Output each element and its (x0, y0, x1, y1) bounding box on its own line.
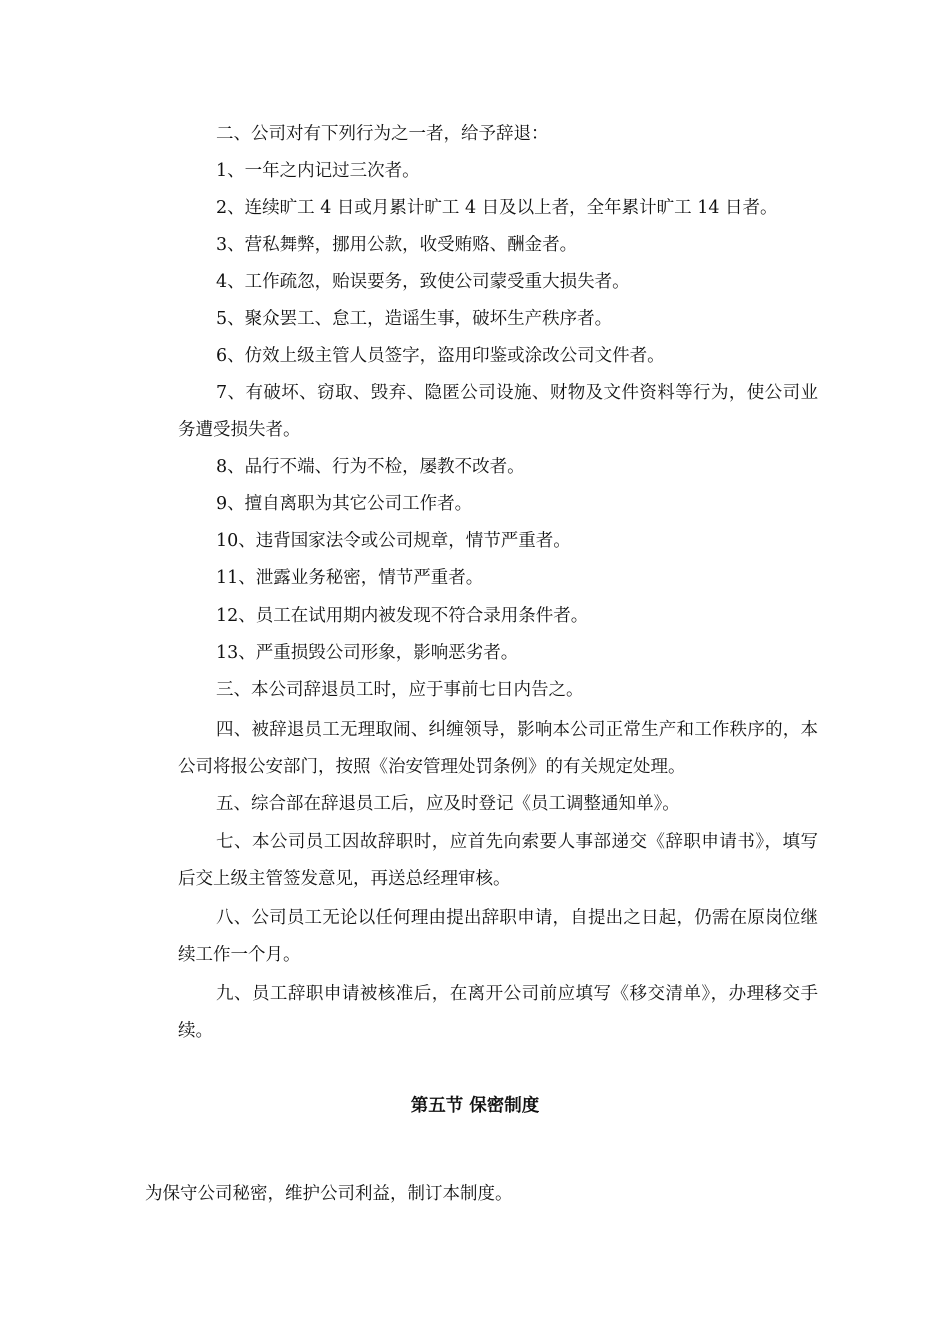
list-item-6: 6、仿效上级主管人员签字，盗用印鉴或涂改公司文件者。 (216, 346, 665, 366)
list-item-10: 10、违背国家法令或公司规章，情节严重者。 (216, 531, 571, 551)
list-item-1: 1、一年之内记过三次者。 (216, 161, 420, 181)
list-item-9: 9、擅自离职为其它公司工作者。 (216, 494, 473, 514)
paragraph-handover: 九、员工辞职申请被核准后，在离开公司前应填写《移交清单》，办理移交手续。 (178, 984, 818, 1041)
list-item-13: 13、严重损毁公司形象，影响恶劣者。 (216, 643, 519, 663)
list-item-7: 7、有破坏、窃取、毁弃、隐匿公司设施、财物及文件资料等行为，使公司业务遭受损失者。 (178, 383, 818, 440)
paragraph-resignation-application: 七、本公司员工因故辞职时，应首先向索要人事部递交《辞职申请书》，填写后交上级主管签发意见，再送总经理审核。 (178, 832, 818, 889)
list-item-3: 3、营私舞弊，挪用公款，收受贿赂、酬金者。 (216, 235, 578, 255)
paragraph-registration: 五、综合部在辞退员工后，应及时登记《员工调整通知单》。 (216, 794, 680, 814)
list-item-5: 5、聚众罢工、怠工，造谣生事，破坏生产秩序者。 (216, 309, 613, 329)
paragraph-disturbance: 四、被辞退员工无理取闹、纠缠领导，影响本公司正常生产和工作秩序的，本公司将报公安部门，按照《治安管理处罚条例》的有关规定处理。 (178, 720, 818, 777)
list-item-11: 11、泄露业务秘密，情节严重者。 (216, 568, 484, 588)
paragraph-notice: 三、本公司辞退员工时，应于事前七日内告之。 (216, 680, 584, 700)
list-item-2: 2、连续旷工 4 日或月累计旷工 4 日及以上者，全年累计旷工 14 日者。 (216, 198, 778, 218)
list-item-8: 8、品行不端、行为不检，屡教不改者。 (216, 457, 525, 477)
paragraph-dismissal-intro: 二、公司对有下列行为之一者，给予辞退： (216, 124, 549, 144)
paragraph-notice-period: 八、公司员工无论以任何理由提出辞职申请，自提出之日起，仍需在原岗位继续工作一个月。 (178, 908, 818, 965)
section-intro: 为保守公司秘密，维护公司利益，制订本制度。 (145, 1184, 513, 1204)
section-heading: 第五节 保密制度 (410, 1096, 540, 1116)
list-item-4: 4、工作疏忽，贻误要务，致使公司蒙受重大损失者。 (216, 272, 630, 292)
list-item-12: 12、员工在试用期内被发现不符合录用条件者。 (216, 606, 589, 626)
